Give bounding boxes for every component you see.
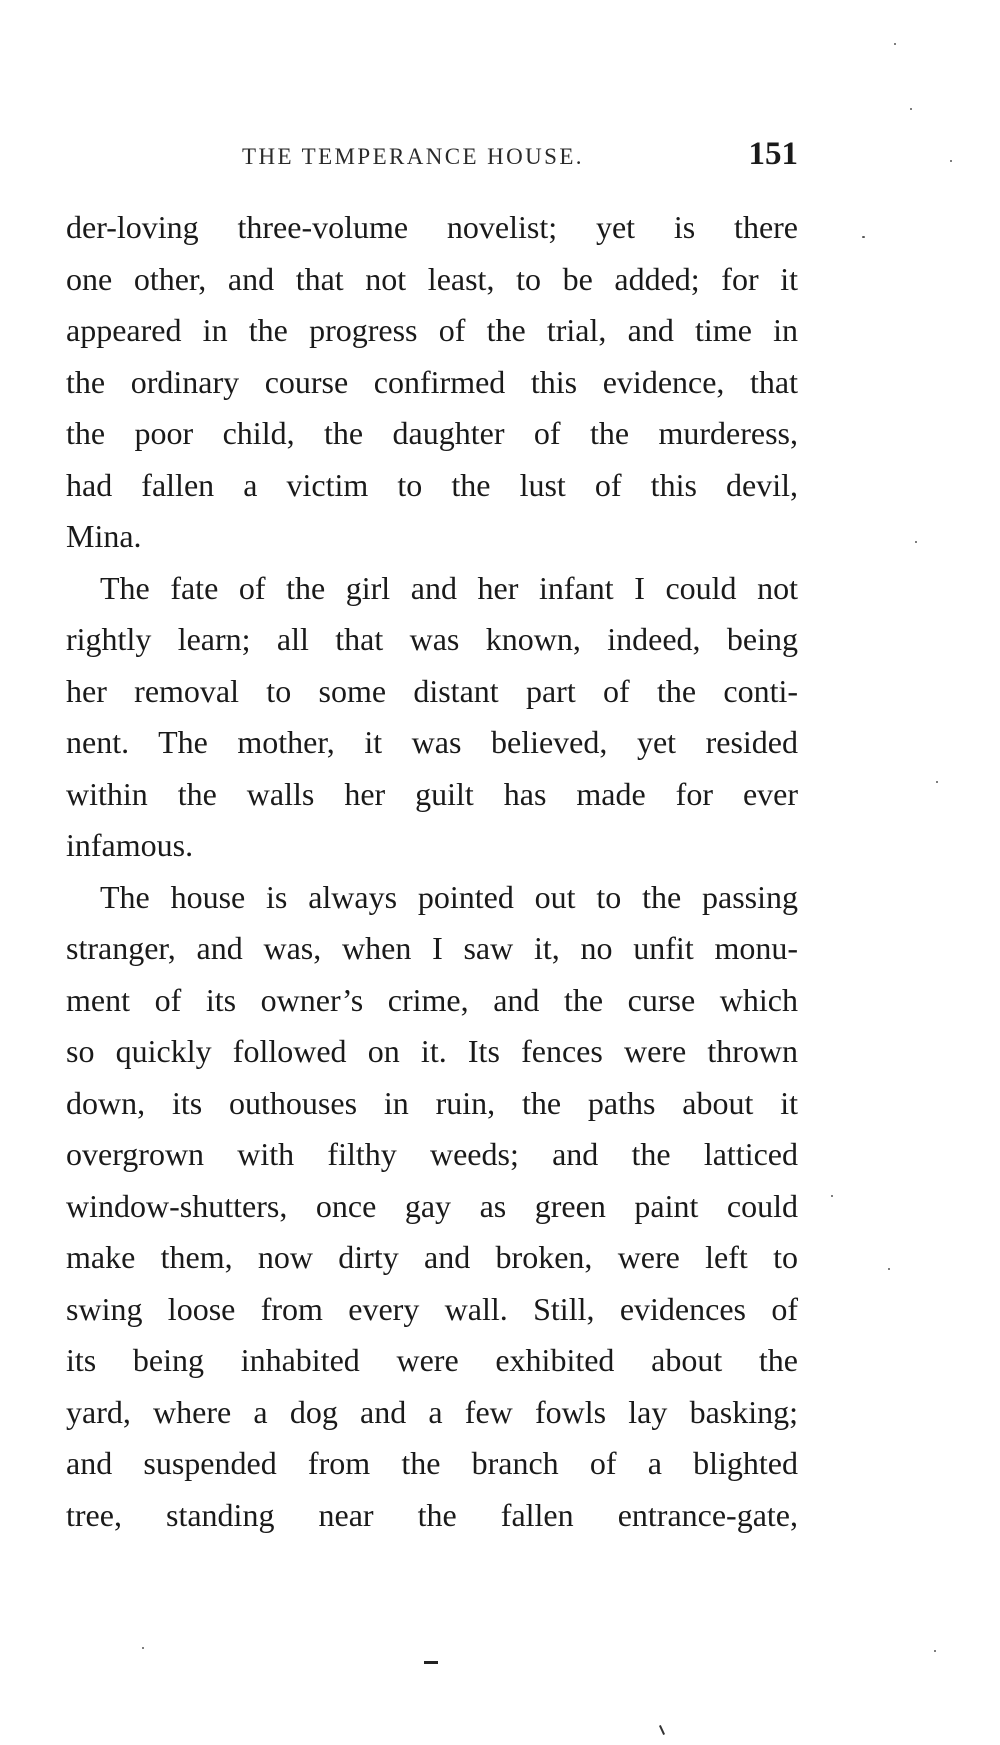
- text-line: The house is always pointed out to the passing: [100, 878, 798, 915]
- scan-speck: [831, 1195, 833, 1197]
- scan-speck: [888, 1268, 890, 1270]
- text-line: ment of its owner’s crime, and the curse which: [66, 981, 798, 1018]
- text-line: make them, now dirty and broken, were left to: [66, 1239, 798, 1275]
- text-line: swing loose from every wall. Still, evidences of: [66, 1290, 798, 1327]
- text-line: overgrown with filthy weeds; and the latticed: [66, 1136, 798, 1172]
- scan-speck: [934, 1650, 936, 1652]
- scan-speck: [142, 1647, 144, 1649]
- scan-speck: [950, 160, 952, 162]
- scan-speck: [936, 781, 938, 783]
- text-line: nent. The mother, it was believed, yet resided: [66, 724, 798, 760]
- printer-mark: [424, 1661, 438, 1664]
- text-line: rightly learn; all that was known, indeed, being: [66, 621, 798, 657]
- text-line: the poor child, the daughter of the murderess,: [66, 415, 798, 451]
- text-line: infamous.: [66, 827, 194, 863]
- text-line: tree, standing near the fallen entrance-gate,: [66, 1496, 798, 1533]
- text-line: yard, where a dog and a few fowls lay basking;: [66, 1393, 798, 1430]
- scan-speck: [862, 236, 865, 238]
- text-line: within the walls her guilt has made for ever: [66, 775, 798, 812]
- text-line: der-loving three-volume novelist; yet is there: [66, 209, 798, 245]
- text-line: Mina.: [66, 518, 142, 554]
- paragraph-1: [66, 202, 798, 563]
- text-line: her removal to some distant part of the conti-: [66, 672, 798, 709]
- running-title: THE TEMPERANCE HOUSE.: [242, 144, 584, 169]
- text-line: window-shutters, once gay as green paint could: [66, 1187, 798, 1224]
- text-line: appeared in the progress of the trial, and time in: [66, 312, 798, 348]
- text-line: its being inhabited were exhibited about the: [66, 1342, 798, 1378]
- scan-speck: [910, 108, 912, 110]
- paragraph-3: [66, 872, 798, 1542]
- printer-mark: [659, 1725, 665, 1735]
- running-head: [66, 138, 798, 178]
- text-line: down, its outhouses in ruin, the paths about it: [66, 1084, 798, 1121]
- page-number: 151: [748, 136, 798, 172]
- paragraph-2: [66, 563, 798, 872]
- text-line: and suspended from the branch of a blighted: [66, 1445, 798, 1481]
- text-line: stranger, and was, when I saw it, no unfit monu-: [66, 930, 798, 966]
- scan-speck: [915, 541, 917, 543]
- text-line: so quickly followed on it. Its fences were thrown: [66, 1033, 798, 1069]
- text-line: had fallen a victim to the lust of this devil,: [66, 466, 798, 503]
- text-line: The fate of the girl and her infant I could not: [100, 569, 798, 606]
- text-line: the ordinary course confirmed this evidence, that: [66, 363, 798, 400]
- body-text: [66, 202, 798, 1541]
- text-line: one other, and that not least, to be added; for it: [66, 260, 798, 297]
- scan-speck: [894, 43, 896, 45]
